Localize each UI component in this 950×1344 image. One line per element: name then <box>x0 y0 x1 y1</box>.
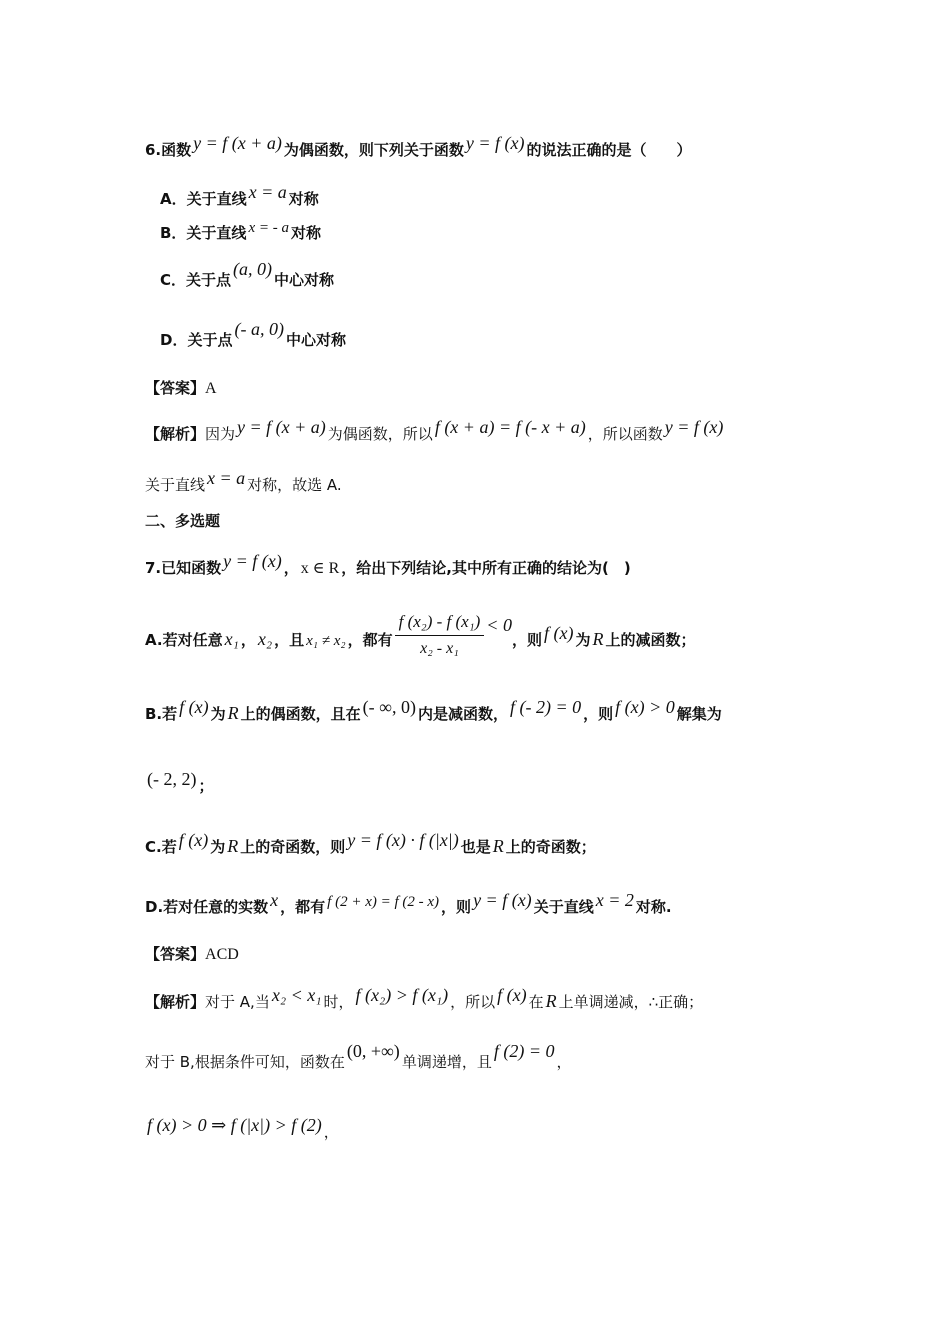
option-math: x = a <box>248 182 287 202</box>
analysis-text: 对于 B,根据条件可知，函数在 <box>145 1053 345 1071</box>
option-math: x₁ <box>224 629 239 650</box>
analysis-math: (0, +∞) <box>346 1041 400 1061</box>
analysis-text: 在 <box>528 993 544 1011</box>
q7-prefix: 7.已知函数 <box>145 559 222 577</box>
fraction-numerator: f (x₂) - f (x₁) <box>395 611 485 636</box>
analysis-math: f (x₂) > f (x₁) <box>355 985 449 1005</box>
analysis-math: x = a <box>207 468 246 488</box>
answer-tag: 【答案】 <box>145 945 206 963</box>
analysis-math: x₂ < x₁ <box>271 985 322 1005</box>
option-label: C．关于点 <box>160 271 232 289</box>
analysis-text: 时， <box>323 993 354 1011</box>
option-math: x = - a <box>248 220 289 236</box>
option-text: 为 <box>575 631 591 650</box>
analysis-math: R <box>545 991 557 1011</box>
analysis-math: y = f (x + a) <box>237 417 326 437</box>
analysis-text: 单调递增，且 <box>401 1053 492 1071</box>
option-text: ，都有 <box>280 898 326 916</box>
option-text: ，则 <box>583 705 614 723</box>
option-label: A.若对任意 <box>145 631 223 650</box>
section-title-text: 二、多选题 <box>145 512 221 530</box>
option-text: 解集为 <box>676 705 722 723</box>
option-math: f (x) > 0 <box>615 697 675 717</box>
option-math: R <box>227 703 239 723</box>
q7-comma: ， <box>283 559 299 577</box>
q6-option-d <box>160 319 346 352</box>
analysis-text: 为偶函数，所以 <box>327 425 433 443</box>
option-text: 上的奇函数； <box>505 838 596 856</box>
q7-suffix: ，给出下列结论,其中所有正确的结论为( ) <box>341 559 631 577</box>
analysis-text: 关于直线 <box>145 476 206 494</box>
q7-option-a <box>145 612 696 666</box>
option-text: 为 <box>210 705 226 723</box>
q7-stem <box>145 551 631 580</box>
q7-math-2: x ∈ R <box>300 560 340 577</box>
option-after: 对称 <box>290 224 321 242</box>
answer-value: ACD <box>205 946 239 963</box>
section-title <box>145 510 220 533</box>
q7-answer <box>145 943 239 966</box>
q7-analysis-b-cont <box>145 1115 339 1144</box>
option-math: < 0 <box>486 615 512 636</box>
q6-option-a <box>160 182 319 211</box>
option-text: ； <box>198 777 214 795</box>
option-after: 中心对称 <box>285 331 346 349</box>
q6-option-c <box>160 259 335 292</box>
answer-tag: 【答案】 <box>145 379 206 397</box>
option-math: (a, 0) <box>233 259 273 279</box>
option-math: x₂ <box>257 629 273 650</box>
q6-mid: 为偶函数，则下列关于函数 <box>283 141 464 159</box>
option-math: f (- 2) = 0 <box>510 697 582 717</box>
option-math: (- ∞, 0) <box>362 697 416 717</box>
analysis-text: 对于 A,当 <box>205 993 270 1011</box>
q7-option-c <box>145 830 596 859</box>
q7-option-b-cont <box>145 769 214 798</box>
option-label: B.若 <box>145 705 178 723</box>
option-math: f (x) <box>179 697 209 717</box>
option-label: B．关于直线 <box>160 224 247 242</box>
q6-math-2: y = f (x) <box>465 133 525 153</box>
option-math: y = f (x) <box>473 890 532 910</box>
q6-suffix: 的说法正确的是（ ） <box>526 141 692 159</box>
q6-answer <box>145 377 217 400</box>
q6-prefix: 6.函数 <box>145 141 192 159</box>
option-math: x = 2 <box>595 890 634 910</box>
option-text: ， <box>240 631 256 650</box>
analysis-math: f (x) > 0 ⇒ f (|x|) > f (2) <box>147 1115 322 1135</box>
q6-analysis-cont <box>145 468 342 497</box>
q6-analysis <box>145 417 725 446</box>
q7-analysis <box>145 985 704 1014</box>
q7-analysis-b <box>145 1041 572 1074</box>
option-math: y = f (x) · f (|x|) <box>347 830 459 850</box>
option-after: 中心对称 <box>274 271 335 289</box>
option-text: 也是 <box>460 838 491 856</box>
analysis-math: f (x) <box>497 985 527 1005</box>
analysis-text: ， <box>323 1123 339 1141</box>
option-text: ，则 <box>511 631 542 650</box>
analysis-text: ， <box>556 1053 572 1071</box>
option-math: x₁ ≠ x₂ <box>306 633 346 650</box>
answer-value: A <box>205 380 217 397</box>
analysis-math: y = f (x) <box>664 417 724 437</box>
option-label: D.若对任意的实数 <box>145 898 269 916</box>
analysis-text: ，所以函数 <box>587 425 663 443</box>
q7-option-b <box>145 697 722 726</box>
analysis-math: f (2) = 0 <box>493 1041 555 1061</box>
option-text: ，则 <box>441 898 472 916</box>
option-text: 关于直线 <box>533 898 594 916</box>
analysis-math: f (x + a) = f (- x + a) <box>434 417 586 437</box>
option-math: R <box>492 836 504 856</box>
option-text: 内是减函数， <box>417 705 508 723</box>
option-text: 为 <box>210 838 226 856</box>
q6-math-1: y = f (x + a) <box>193 133 282 153</box>
analysis-tag: 【解析】 <box>145 425 206 443</box>
option-label: A．关于直线 <box>160 190 247 208</box>
analysis-text: ，所以 <box>450 993 496 1011</box>
q6-option-b <box>160 222 321 245</box>
option-text: 上的奇函数，则 <box>240 838 346 856</box>
analysis-tag: 【解析】 <box>145 993 206 1011</box>
option-text: ，且 <box>274 631 305 650</box>
analysis-text: 上单调递减，∴正确； <box>558 993 704 1011</box>
option-text: 对称. <box>635 898 672 916</box>
option-math: R <box>227 836 239 856</box>
q7-option-d <box>145 890 672 919</box>
option-label: D．关于点 <box>160 331 233 349</box>
option-after: 对称 <box>288 190 319 208</box>
fraction-denominator: x₂ - x₁ <box>420 640 459 657</box>
option-math: f (x) <box>543 623 574 644</box>
option-text: 上的偶函数，且在 <box>240 705 361 723</box>
option-text: 上的减函数； <box>605 631 696 650</box>
analysis-text: 因为 <box>205 425 236 443</box>
option-math: f (x) <box>178 830 209 850</box>
option-label: C.若 <box>145 838 177 856</box>
option-math: (- 2, 2) <box>147 769 197 789</box>
q6-stem <box>145 133 692 162</box>
analysis-text: 对称，故选 A. <box>247 476 342 494</box>
option-math: f (2 + x) = f (2 - x) <box>327 894 440 910</box>
option-math: R <box>592 629 604 650</box>
option-math: (- a, 0) <box>234 319 284 339</box>
option-math: x <box>270 890 279 910</box>
q7-math-1: y = f (x) <box>223 551 282 571</box>
option-text: ，都有 <box>347 631 393 650</box>
fraction <box>395 611 485 660</box>
